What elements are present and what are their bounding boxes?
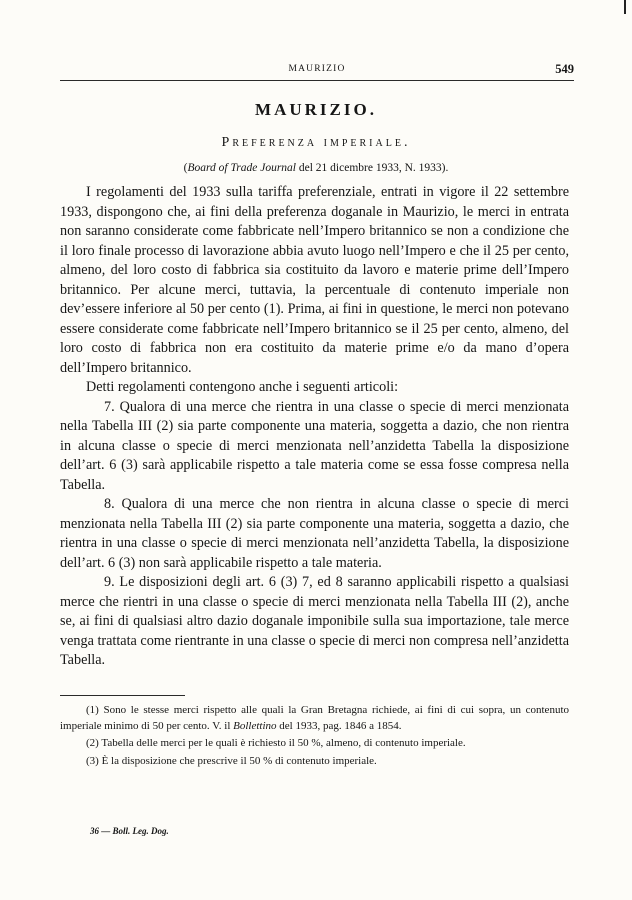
page-number: 549 [555,62,574,76]
source-journal: Board of Trade Journal [187,162,296,174]
source-open: ( [183,162,188,174]
footnote-1-text: (1) Sono le stesse merci rispetto alle quali la Gran Bretagna richiede, ai fini di cui sopra, un contenuto imperiale minimo di 50 per cento. V. il [60,704,569,732]
footnotes [60,703,569,771]
footnote-2-text: (2) Tabella delle merci per le quali è richiesto il 50 %, almeno, di contenuto imperiale. [86,737,466,749]
footnote-2 [60,736,569,752]
running-title: MAURIZIO [288,64,346,74]
footnote-1-italic: Bollettino [233,719,277,732]
source-rest: del 21 dicembre 1933, N. 1933). [296,162,449,174]
footnote-3-text: (3) È la disposizione che prescrive il 50 % di contenuto imperiale. [86,754,377,767]
paragraph-articles-lead: Detti regolamenti contengono anche i seguenti articoli: [86,379,399,395]
edge-mark [624,0,626,14]
footnote-1-tail: del 1933, pag. 1846 a 1854. [276,719,402,732]
paragraph-article-9: 9. Le disposizioni degli art. 6 (3) 7, ed 8 saranno applicabili rispetto a qualsiasi merce che rientri in una classe o specie di merci menzionata nella Tabella III (2), anche se, ai fini di qualsiasi altro dazio doganale imponibile sulla sua importazione, tale merce venga trattata come rientrante in una classe o specie di merci non compresa nell’anzidetta Tabella. [60,574,569,668]
paragraph-article-7: 7. Qualora di una merce che rientra in una classe o specie di merci menzionata nella Tabella III (2) sia parte componente una materia, soggetta a dazio, che non rientra in alcuna classe o specie di merci menzionata nell’anzidetta Tabella la disposizione dell’art. 6 (3) sarà applicabile rispetto a tale materia come se essa fosse compresa nella Tabella. [60,398,569,493]
page-title: MAURIZIO. [255,100,377,119]
running-head [60,62,574,78]
paragraph-article-8: 8. Qualora di una merce che non rientra in alcuna classe o specie di merci menzionata nella Tabella III (2) sia parte componente una materia, soggetta a dazio, che rientra in una classe o specie di merci menzionata nell’anzidetta Tabella, la disposizione dell’art. 6 (3) non sarà applicabile rispetto a tale materia. [60,496,569,571]
paragraph-intro: I regolamenti del 1933 sulla tariffa preferenziale, entrati in vigore il 22 settembre 1933, dispongono che, ai fini della preferenza doganale in Maurizio, le merci in entrata non saranno considerate come fabbricate nell’Impero britannico se non a condizione che il loro finale processo di lavorazione abbia avuto luogo nell’Impero e che il 25 per cento, almeno, del loro costo di fabbrica sia costituito da lavoro e materie prime dell’Impero britannico. Per alcune merci, tuttavia, la percentuale di contenuto imperiale non dev’essere inferiore al 50 per cento (1). Prima, ai fini in questione, le merci non potevano essere considerate come fabbricate nell’Impero britannico se il 25 per cento, almeno, del loro costo di fabbrica non era costituito da materie prime e/o da mano d’opera dell’Impero britannico. [60,184,569,376]
footnote-1 [60,703,569,734]
footnote-rule [60,695,185,696]
source-citation [0,162,632,174]
section-subtitle: Preferenza imperiale. [221,135,411,150]
bulletin-signature: 36 — Boll. Leg. Dog. [90,826,169,836]
header-rule [60,80,574,81]
footnote-3 [60,754,569,770]
body-text [60,183,569,671]
